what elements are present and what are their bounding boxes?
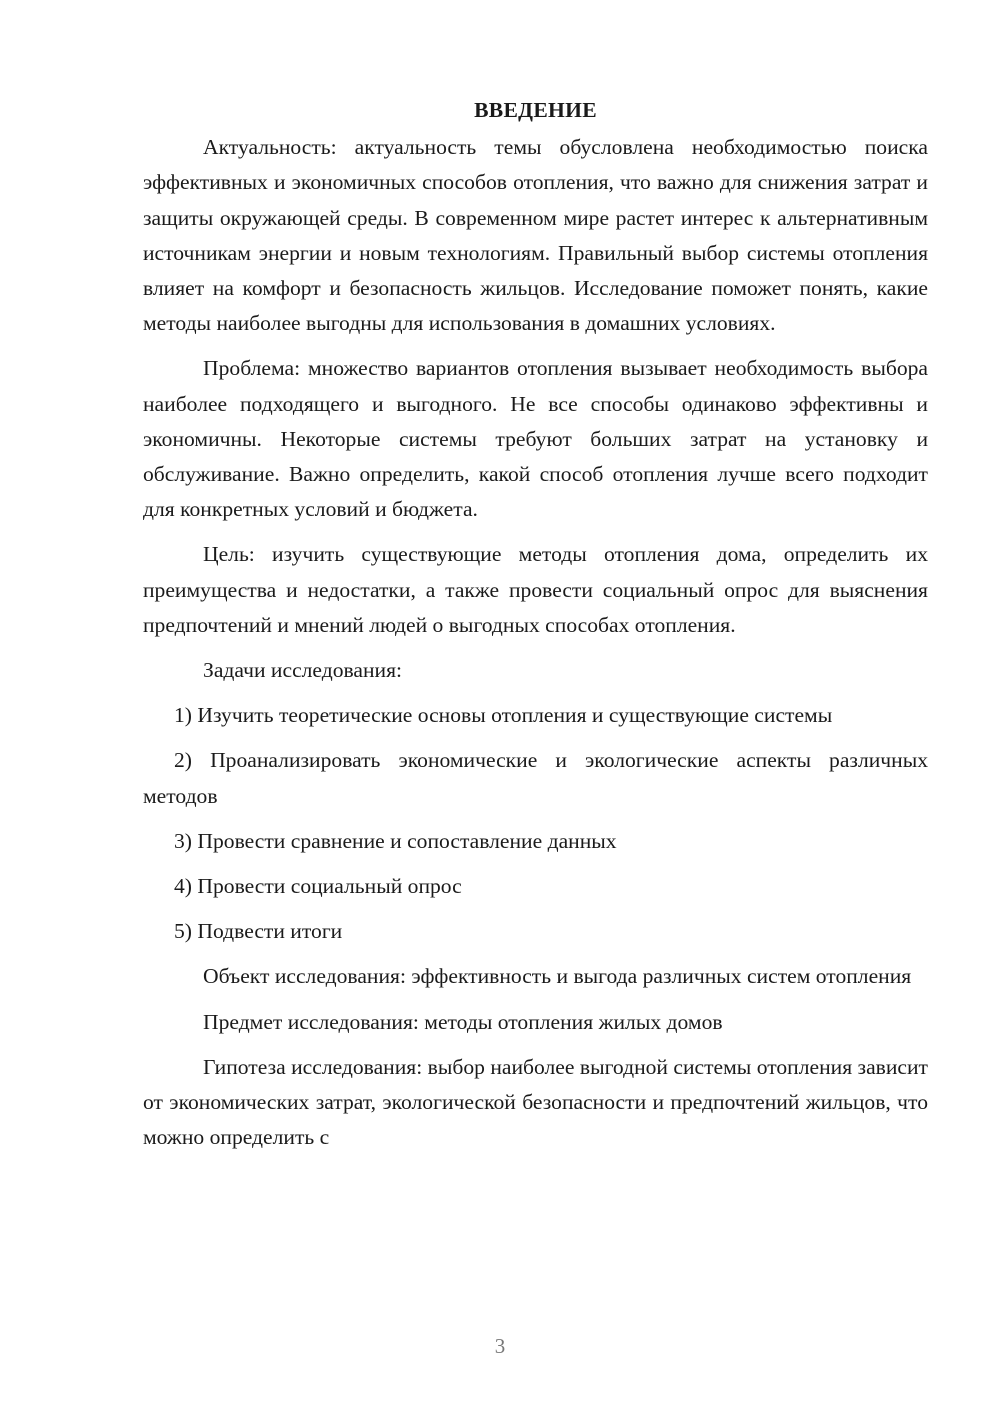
task-item-1: 1) Изучить теоретические основы отопления и существующие системы [174,703,833,728]
object-paragraph: Объект исследования: эффективность и выгода различных систем отопления [203,964,912,989]
problem-paragraph: Проблема: множество вариантов отопления вызывает необходимость выбора наиболее подходящего и выгодного. Не все способы одинаково эффективны и экономичны. Некоторые системы требуют больших затрат на установку и обслуживание. Важно определить, какой способ отопления лучше всего подходит для конкретных условий и бюджета. [143,356,928,522]
task-item-2: 2) Проанализировать экономические и экологические аспекты различных методов [143,748,928,808]
task-item-5: 5) Подвести итоги [174,919,343,944]
page-number: 3 [494,1334,506,1358]
subject-paragraph: Предмет исследования: методы отопления жилых домов [203,1009,723,1034]
section-title: ВВЕДЕНИЕ [474,98,597,122]
page-content [143,93,928,1165]
goal-paragraph: Цель: изучить существующие методы отопления дома, определить их преимущества и недостатки, а также провести социальный опрос для выяснения предпочтений и мнений людей о выгодных способах отопления. [143,542,928,637]
task-item-4: 4) Провести социальный опрос [174,874,462,899]
relevance-paragraph: Актуальность: актуальность темы обусловлена необходимостью поиска эффективных и экономичных способов отопления, что важно для снижения затрат и защиты окружающей среды. В современном мире растет интерес к альтернативным источникам энергии и новым технологиям. Правильный выбор системы отопления влияет на комфорт и безопасность жильцов. Исследование поможет понять, какие методы наиболее выгодны для использования в домашних условиях. [143,135,928,336]
tasks-heading: Задачи исследования: [203,658,403,683]
task-item-3: 3) Провести сравнение и сопоставление данных [174,828,617,853]
hypothesis-paragraph: Гипотеза исследования: выбор наиболее выгодной системы отопления зависит от экономических затрат, экологической безопасности и предпочтений жильцов, что можно определить с [143,1054,928,1150]
